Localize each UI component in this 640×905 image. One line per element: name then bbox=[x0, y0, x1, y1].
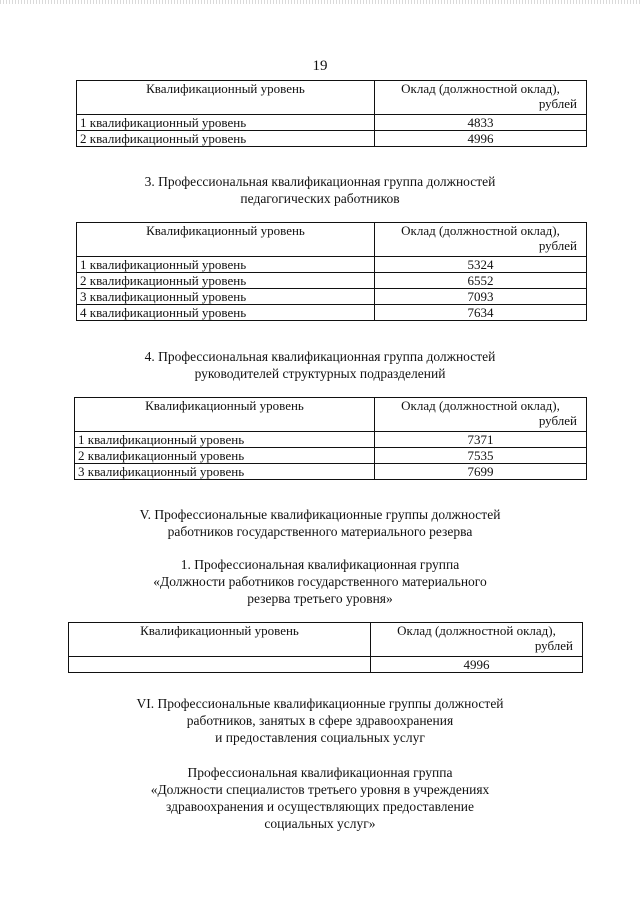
heading-line: 3. Профессиональная квалификационная группа должностей bbox=[144, 174, 496, 189]
heading-line: работников государственного материального резерва bbox=[167, 524, 473, 539]
section-v-heading bbox=[0, 506, 640, 540]
level-cell: 3 квалификационный уровень bbox=[75, 464, 375, 480]
table-row bbox=[77, 115, 587, 131]
heading-line: 1. Профессиональная квалификационная группа bbox=[180, 557, 460, 572]
col-header-level: Квалификационный уровень bbox=[75, 398, 375, 432]
heading-line: руководителей структурных подразделений bbox=[194, 366, 446, 381]
table-row bbox=[77, 131, 587, 147]
table-row bbox=[75, 464, 587, 480]
salary-cell: 7634 bbox=[375, 305, 587, 321]
heading-line: «Должности специалистов третьего уровня в учреждениях bbox=[150, 782, 490, 797]
scan-edge-artifact bbox=[0, 0, 640, 4]
salary-cell: 4833 bbox=[375, 115, 587, 131]
table-row bbox=[77, 257, 587, 273]
salary-table-1 bbox=[76, 80, 587, 147]
table-header-row bbox=[75, 398, 587, 432]
level-cell: 4 квалификационный уровень bbox=[77, 305, 375, 321]
col-header-salary-line1: Оклад (должностной оклад), bbox=[397, 623, 556, 638]
col-header-salary-line2: рублей bbox=[534, 638, 573, 653]
col-header-salary-line2: рублей bbox=[538, 96, 577, 111]
heading-line: и предоставления социальных услуг bbox=[215, 730, 425, 745]
col-header-level: Квалификационный уровень bbox=[69, 623, 371, 657]
table-row bbox=[77, 273, 587, 289]
section-vi-group-heading bbox=[0, 764, 640, 832]
table-header-row bbox=[77, 81, 587, 115]
col-header-level: Квалификационный уровень bbox=[77, 81, 375, 115]
level-cell: 1 квалификационный уровень bbox=[75, 432, 375, 448]
table-header-row bbox=[77, 223, 587, 257]
salary-table-v1 bbox=[68, 622, 583, 673]
col-header-salary-line2: рублей bbox=[538, 238, 577, 253]
heading-line: V. Профессиональные квалификационные группы должностей bbox=[139, 507, 501, 522]
salary-cell: 7535 bbox=[375, 448, 587, 464]
salary-cell: 4996 bbox=[375, 131, 587, 147]
section-4-heading bbox=[0, 348, 640, 382]
level-cell: 1 квалификационный уровень bbox=[77, 115, 375, 131]
heading-line: педагогических работников bbox=[240, 191, 400, 206]
salary-cell: 7699 bbox=[375, 464, 587, 480]
table-row bbox=[75, 432, 587, 448]
heading-line: VI. Профессиональные квалификационные группы должностей bbox=[136, 696, 504, 711]
heading-line: «Должности работников государственного материального bbox=[153, 574, 487, 589]
col-header-salary bbox=[375, 223, 587, 257]
level-cell: 3 квалификационный уровень bbox=[77, 289, 375, 305]
level-cell: 2 квалификационный уровень bbox=[77, 131, 375, 147]
col-header-salary-line1: Оклад (должностной оклад), bbox=[401, 223, 560, 238]
page-number: 19 bbox=[312, 58, 328, 74]
col-header-salary bbox=[375, 81, 587, 115]
section-3-heading bbox=[0, 173, 640, 207]
col-header-salary bbox=[375, 398, 587, 432]
salary-cell: 7093 bbox=[375, 289, 587, 305]
table-row bbox=[77, 305, 587, 321]
col-header-salary bbox=[371, 623, 583, 657]
salary-cell: 5324 bbox=[375, 257, 587, 273]
level-cell: 1 квалификационный уровень bbox=[77, 257, 375, 273]
level-cell bbox=[69, 657, 371, 673]
level-cell: 2 квалификационный уровень bbox=[77, 273, 375, 289]
section-vi-heading bbox=[0, 695, 640, 746]
level-cell: 2 квалификационный уровень bbox=[75, 448, 375, 464]
col-header-salary-line2: рублей bbox=[538, 413, 577, 428]
col-header-level: Квалификационный уровень bbox=[77, 223, 375, 257]
section-v1-heading bbox=[0, 556, 640, 607]
salary-cell: 4996 bbox=[371, 657, 583, 673]
salary-cell: 6552 bbox=[375, 273, 587, 289]
heading-line: Профессиональная квалификационная группа bbox=[187, 765, 453, 780]
col-header-salary-line1: Оклад (должностной оклад), bbox=[401, 398, 560, 413]
table-row bbox=[77, 289, 587, 305]
table-row bbox=[75, 448, 587, 464]
salary-table-3 bbox=[76, 222, 587, 321]
table-header-row bbox=[69, 623, 583, 657]
salary-table-4 bbox=[74, 397, 587, 480]
heading-line: 4. Профессиональная квалификационная группа должностей bbox=[144, 349, 496, 364]
heading-line: социальных услуг» bbox=[264, 816, 376, 831]
table-row bbox=[69, 657, 583, 673]
col-header-salary-line1: Оклад (должностной оклад), bbox=[401, 81, 560, 96]
heading-line: работников, занятых в сфере здравоохранения bbox=[186, 713, 454, 728]
heading-line: здравоохранения и осуществляющих предоставление bbox=[166, 799, 474, 814]
heading-line: резерва третьего уровня» bbox=[247, 591, 393, 606]
salary-cell: 7371 bbox=[375, 432, 587, 448]
